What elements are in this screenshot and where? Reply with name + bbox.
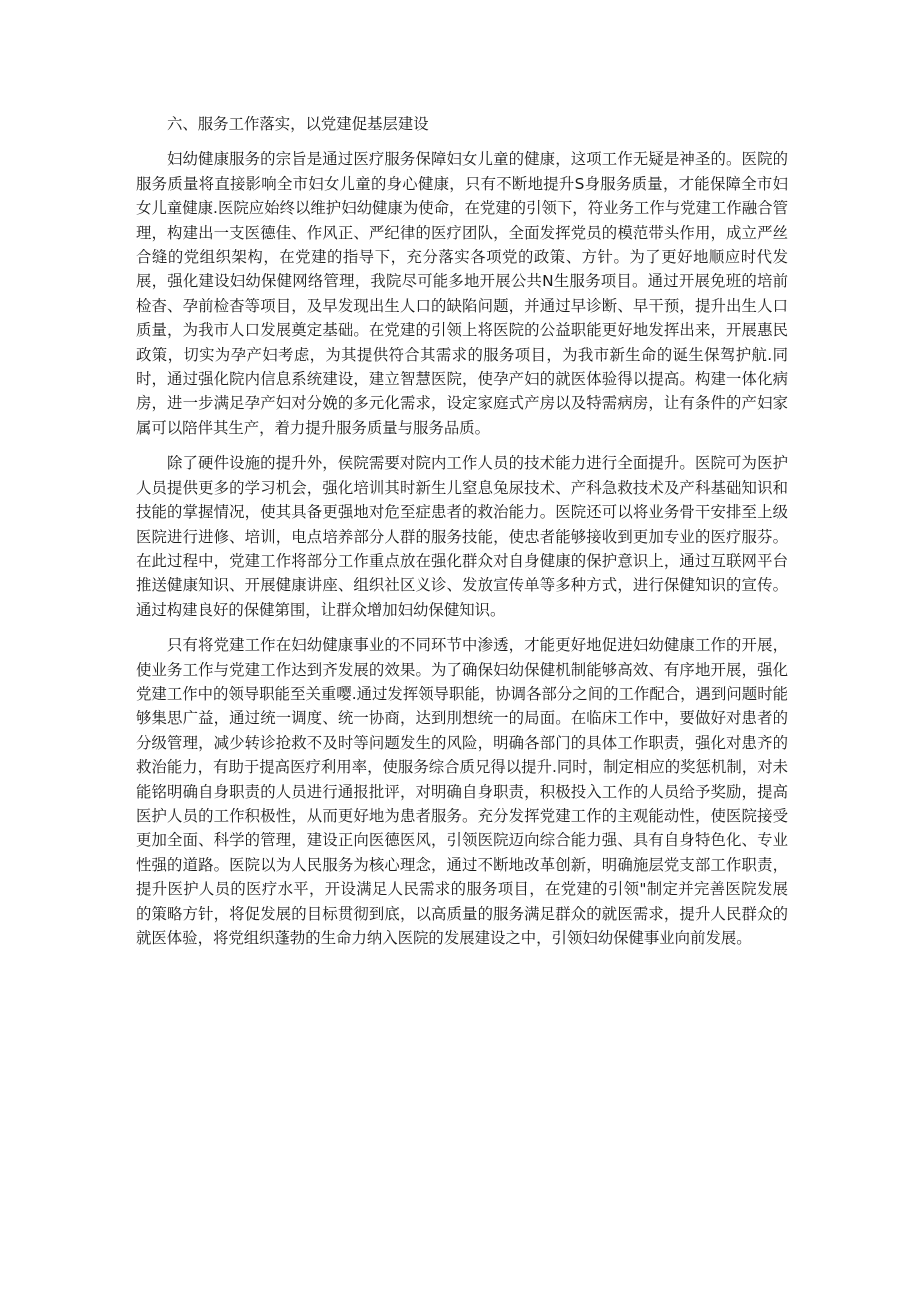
section-heading: 六、服务工作落实，以党建促基层建设 [167,115,429,133]
paragraph-3: 只有将党建工作在妇幼健康事业的不同环节中渗透，才能更好地促进妇幼健康工作的开展，使业务工作与党建工作达到齐发展的效果。为了确保妇幼保健机制能够高效、有序地开展，强化党建工作中的领导职能至关重嘤.通过发挥领导职能，协调各部分之间的工作配合，遇到问题时能够集思广益，通过统一调度、统一协商，达到刖想统一的局面。在临床工作中，要做好对患者的分级管理，减少转诊抢救不及时等问题发生的风险，明确各部门的具体工作职责，强化对患齐的救治能力，有助于提高医疗利用率，使服务综合质兄得以提升.同时，制定相应的奖惩机制，对未能铭明确自身职责的人员进行通报批评，对明确自身职责，积极投入工作的人员给予奖励，提高医护人员的工作积极性，从而更好地为患者服务。充分发挥党建工作的主观能动性，使医院接受更加全面、科学的管理，建设正向医德医风，引领医院迈向综合能力强、具有自身特色化、专业性强的道路。医院以为人民服务为核心理念，通过不断地改革创新，明确施层党支部工作职责，提升医护人员的医疗水平，开设满足人民需求的服务项目，在党建的引领"制定并完善医院发展的策略方针，将促发展的目标贯彻到底，以高质量的服务满足群众的就医需求，提升人民群众的就医体验，将党组织蓬勃的生命力纳入医院的发展建设之中，引领妇幼保健事业向前发展。 [136,636,788,947]
paragraph-2: 除了硬件设施的提升外，侯院需要对院内工作人员的技术能力进行全面提升。医院可为医护人员提供更多的学习机会，强化培训其时新生儿窒息兔尿技术、产科急救技术及产科基础知识和技能的掌握情况，使其具备更强地对危至症患者的救治能力。医院还可以将业务骨干安排至上级医院进行进修、培训，电点培养部分人群的服务技能，使忠者能够接收到更加专业的医疗服芬。在此过程中，党建工作将部分工作重点放在强化群众对自身健康的保护意识上，通过互联网平台推送健康知识、开展健康讲座、组织社区义诊、发放宣传单等多种方式，进行保健知识的宣传。通过构建良好的保健第围，让群众增加妇幼保健知识。 [136,454,788,619]
paragraph-1: 妇幼健康服务的宗旨是通过医疗服务保障妇女儿童的健康，这项工作无疑是神圣的。医院的服务质量将直接影响全市妇女儿童的身心健康，只有不断地提升S身服务质量，才能保障全市妇女儿童健康.医院应始终以维护妇幼健康为使命，在党建的引领下，符业务工作与党建工作融合管理，构建出一支医德佳、作风正、严纪律的医疗团队，全面发挥党员的模范带头作用，成立严丝合缝的党组织架构，在党建的指导下，充分落实各项党的政策、方针。为了更好地顺应时代发展，强化建设妇幼保健网络管理，我院尽可能多地开展公共N生服务项目。通过开展免班的培前检杳、孕前检杳等项目，及早发现出生人口的缺陷问题，并通过早诊断、早干预，提升出生人口质量，为我市人口发展奠定基础。在党建的引领上将医院的公益职能更好地发挥出来，开展惠民政策，切实为孕产妇考虑，为其提供符合其需求的服务项目，为我市新生命的诞生保驾护航.同时，通过强化院内信息系统建设，建立智慧医院，使孕产妇的就医体验得以提高。构建一体化病房，进一步满足孕产妇对分娩的多元化需求，设定家庭式产房以及特需病房，让有条件的产妇家属可以陪伴其生产，着力提升服务质量与服务品质。 [136,150,788,437]
document-body [136,112,788,961]
